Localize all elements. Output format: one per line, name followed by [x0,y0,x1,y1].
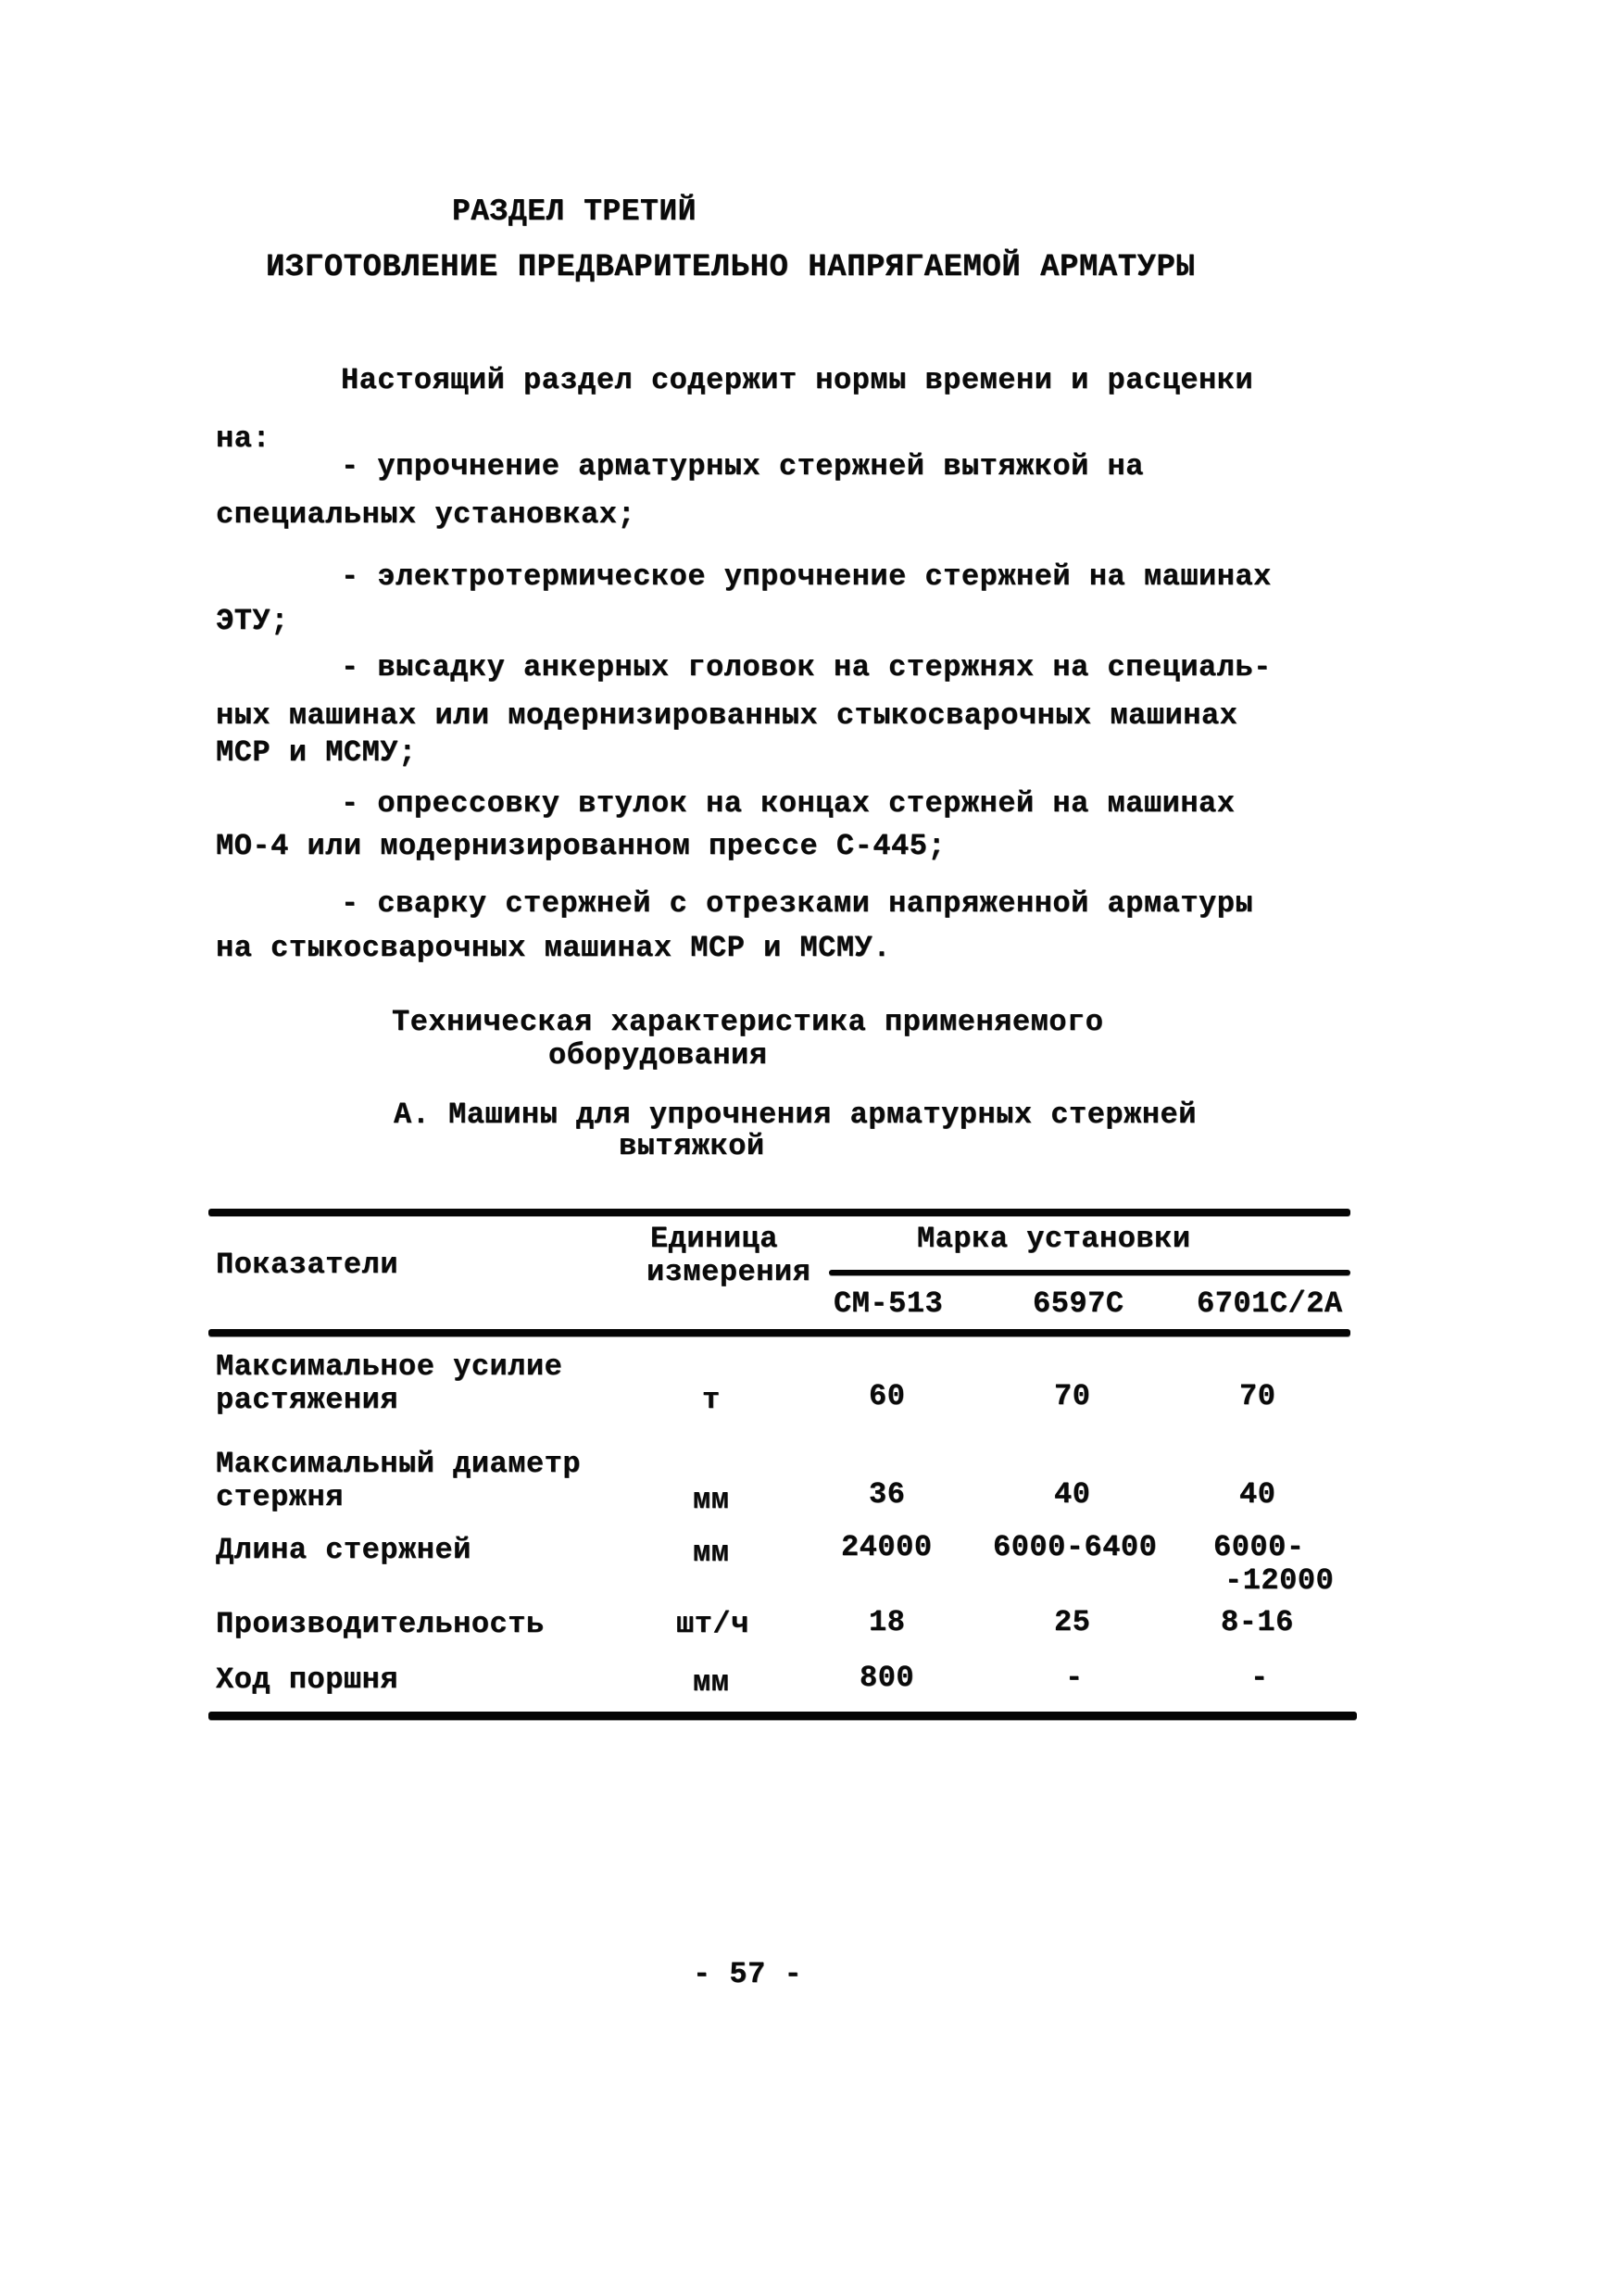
intro-line-1: Настоящий раздел содержит нормы времени и расценки [341,363,1254,397]
bullet-1-line-2: специальных установках; [216,497,636,532]
row-2-name-line-2: стержня [216,1480,344,1514]
row-1-name-line-2: растяжения [216,1383,399,1417]
table-model-2: 6597С [1033,1286,1124,1321]
bullet-3-line-2: ных машинах или модернизированных стыкосварочных машинах [216,698,1238,733]
row-1-name-line-1: Максимальное усилие [216,1349,563,1384]
row-2-value-2: 40 [1054,1477,1091,1512]
bullet-3-line-3: МСР и МСМУ; [216,735,417,770]
table-header-group: Марка установки [917,1222,1191,1256]
intro-line-2: на: [216,421,271,456]
row-4-unit: шт/ч [676,1607,749,1641]
section-title: РАЗДЕЛ ТРЕТИЙ [452,194,697,229]
row-3-value-1: 24000 [841,1530,933,1564]
machines-heading-line-1: А. Машины для упрочнения арматурных стержней [394,1098,1197,1132]
row-3-value-3-line-2: -12000 [1224,1563,1335,1598]
row-4-name: Производительность [216,1607,545,1641]
table-top-rule [208,1209,1350,1216]
bullet-5-line-1: - сварку стержней с отрезками напряженной арматуры [341,886,1254,921]
table-bottom-rule [208,1712,1357,1720]
table-header-unit-line-2: измерения [646,1255,811,1289]
bullet-3-line-1: - высадку анкерных головок на стержнях на специаль- [341,650,1272,684]
row-2-name-line-1: Максимальный диаметр [216,1447,582,1481]
row-1-value-3: 70 [1239,1379,1276,1413]
row-2-value-1: 36 [869,1477,906,1512]
machines-heading-line-2: вытяжкой [619,1129,765,1163]
table-header-rule [208,1329,1350,1336]
table-model-3: 6701С/2А [1197,1286,1343,1321]
row-5-value-3: - [1250,1661,1269,1695]
row-2-value-3: 40 [1239,1477,1276,1512]
row-3-value-3-line-1: 6000- [1213,1530,1305,1564]
row-4-value-2: 25 [1054,1605,1091,1639]
page-number: - 57 - [693,1957,803,1991]
row-4-value-3: 8-16 [1221,1605,1294,1639]
row-1-value-1: 60 [869,1379,906,1413]
table-model-1: СМ-513 [834,1286,944,1321]
row-5-value-1: 800 [860,1661,915,1695]
row-3-value-2: 6000-6400 [993,1530,1158,1564]
row-1-value-2: 70 [1054,1379,1091,1413]
row-2-unit: мм [693,1483,730,1517]
row-5-value-2: - [1065,1661,1084,1695]
row-3-unit: мм [693,1536,730,1570]
section-subtitle: ИЗГОТОВЛЕНИЕ ПРЕДВАРИТЕЛЬНО НАПРЯГАЕМОЙ АРМАТУРЫ [266,250,1196,285]
bullet-4-line-1: - опрессовку втулок на концах стержней на машинах [341,786,1236,821]
bullet-4-line-2: МО-4 или модернизированном прессе С-445; [216,829,947,863]
bullet-1-line-1: - упрочнение арматурных стержней вытяжкой на [341,449,1144,483]
equipment-heading-line-2: оборудования [548,1038,768,1073]
bullet-2-line-2: ЭТУ; [216,604,289,638]
row-4-value-1: 18 [869,1605,906,1639]
bullet-5-line-2: на стыкосварочных машинах МСР и МСМУ. [216,931,892,965]
table-header-indicators: Показатели [216,1248,399,1282]
row-3-name: Длина стержней [216,1533,471,1567]
bullet-2-line-1: - электротермическое упрочнение стержней на машинах [341,559,1272,594]
table-group-rule [829,1270,1350,1275]
row-5-unit: мм [693,1665,730,1700]
row-5-name: Ход поршня [216,1662,399,1697]
table-header-unit-line-1: Единица [650,1222,778,1256]
row-1-unit: т [702,1383,721,1417]
equipment-heading-line-1: Техническая характеристика применяемого [392,1005,1104,1039]
